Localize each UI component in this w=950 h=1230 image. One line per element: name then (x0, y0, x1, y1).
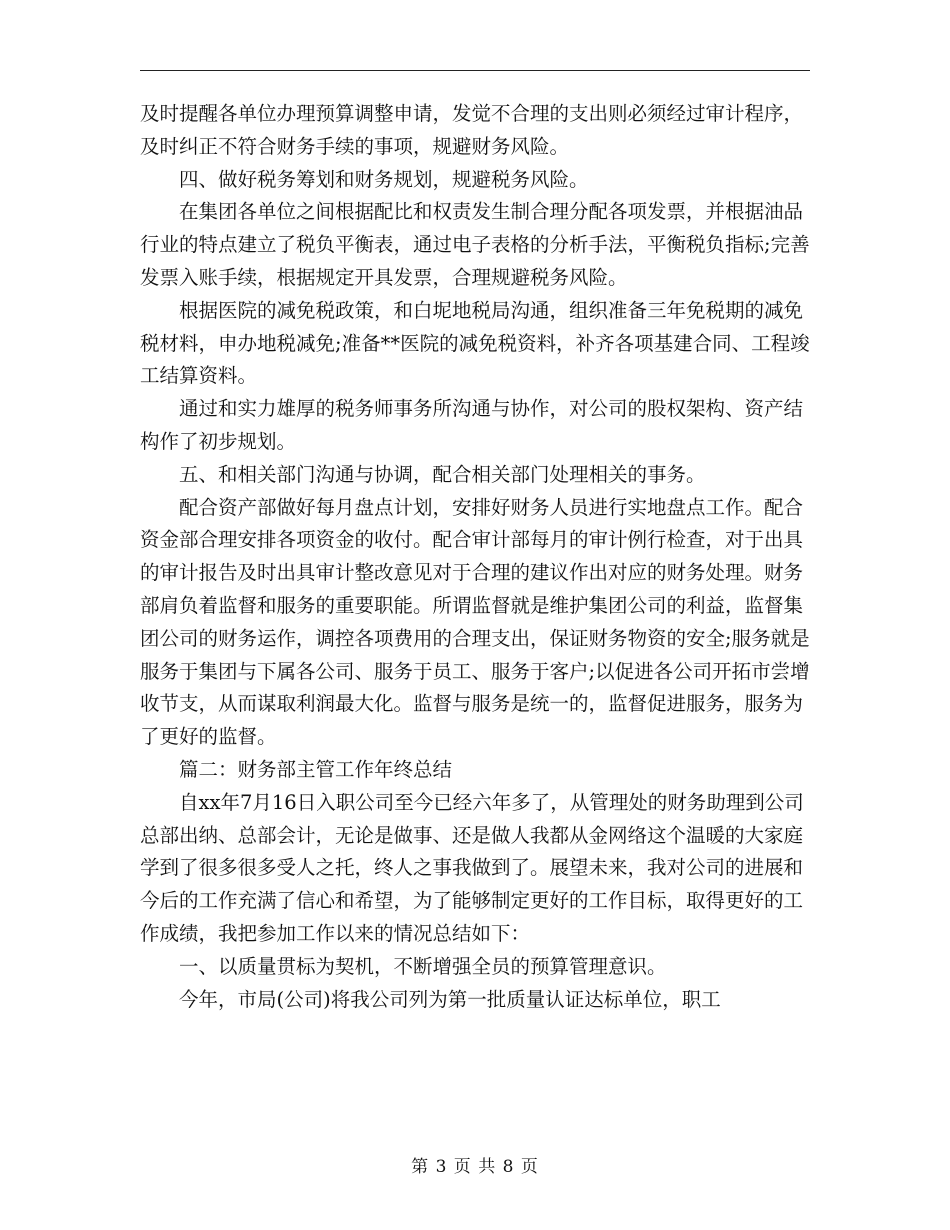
header-rule (140, 70, 810, 71)
document-body (140, 98, 812, 1016)
paragraph: 在集团各单位之间根据配比和权责发生制合理分配各项发票，并根据油品行业的特点建立了税负平衡表，通过电子表格的分析手法，平衡税负指标;完善发票入账手续，根据规定开具发票，合理规避税务风险。 (140, 200, 810, 289)
paragraph: 四、做好税务筹划和财务规划，规避税务风险。 (179, 167, 589, 191)
paragraph: 自xx年7月16日入职公司至今已经六年多了，从管理处的财务助理到公司总部出纳、总部会计，无论是做事、还是做人我都从金网络这个温暖的大家庭学到了很多很多受人之托，终人之事我做到了。展望未来，我对公司的进展和今后的工作充满了信心和希望，为了能够制定更好的工作目标，取得更好的工作成绩，我把参加工作以来的情况总结如下： (140, 790, 804, 945)
paragraph: 根据医院的减免税政策，和白坭地税局沟通，组织准备三年免税期的减免税材料，申办地税减免;准备**医院的减免税资料，补齐各项基建合同、工程竣工结算资料。 (140, 298, 810, 388)
paragraph: 一、以质量贯标为契机，不断增强全员的预算管理意识。 (179, 954, 667, 978)
paragraph: 五、和相关部门沟通与协调，配合相关部门处理相关的事务。 (179, 462, 706, 486)
page-footer: 第 3 页 共 8 页 (411, 1157, 539, 1177)
paragraph: 通过和实力雄厚的税务师事务所沟通与协作，对公司的股权架构、资产结构作了初步规划。 (140, 397, 804, 453)
paragraph: 今年，市局(公司)将我公司列为第一批质量认证达标单位，职工 (179, 987, 721, 1011)
paragraph: 篇二：财务部主管工作年终总结 (179, 757, 453, 781)
paragraph: 配合资产部做好每月盘点计划，安排好财务人员进行实地盘点工作。配合资金部合理安排各项资金的收付。配合审计部每月的审计例行检查，对于出具的审计报告及时出具审计整改意见对于合理的建议作出对应的财务处理。财务部肩负着监督和服务的重要职能。所谓监督就是维护集团公司的利益，监督集团公司的财务运作，调控各项费用的合理支出，保证财务物资的安全;服务就是服务于集团与下属各公司、服务于员工、服务于客户;以促进各公司开拓市尝增收节支，从而谋取利润最大化。监督与服务是统一的，监督促进服务，服务为了更好的监督。 (140, 495, 810, 749)
paragraph: 及时提醒各单位办理预算调整申请，发觉不合理的支出则必须经过审计程序，及时纠正不符合财务手续的事项，规避财务风险。 (140, 102, 804, 158)
